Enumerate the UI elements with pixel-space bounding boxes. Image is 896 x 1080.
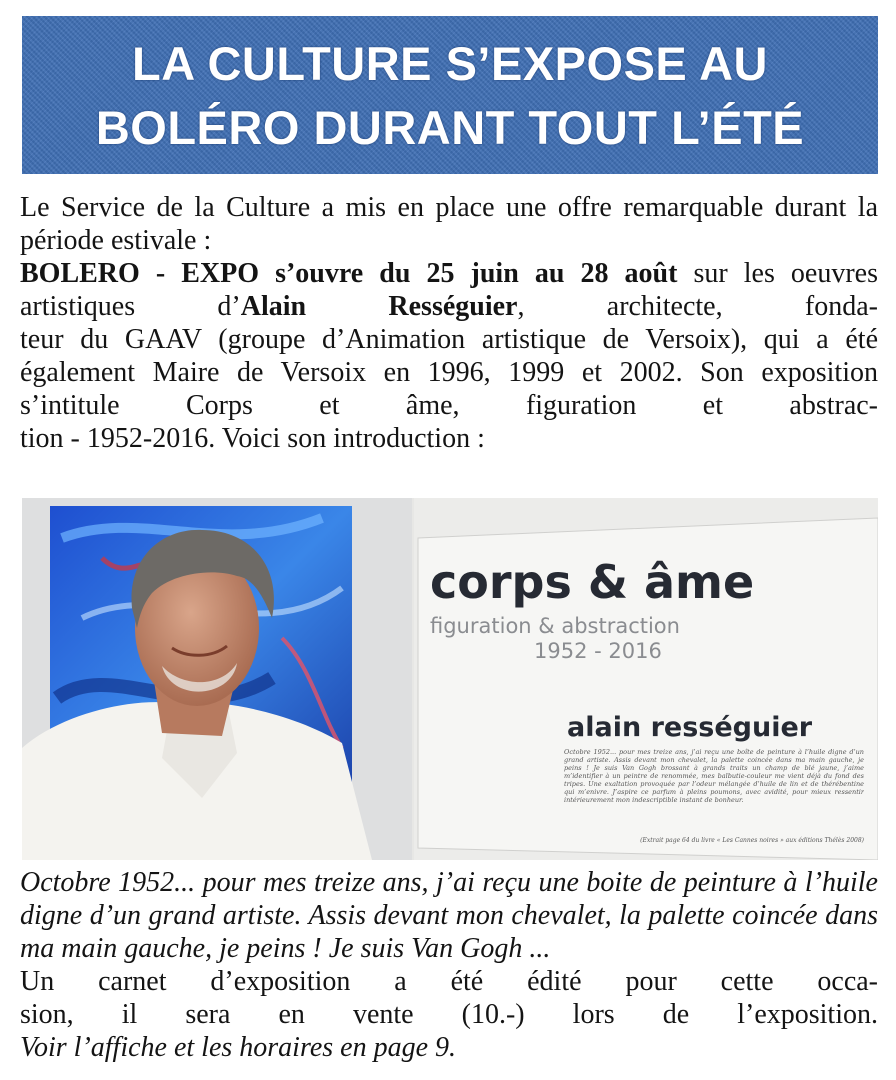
intro-text-run: sur les oeuvres artistiques d’ bbox=[20, 258, 878, 322]
carnet-line-2: sion, il sera en vente (10.-) lors de l’exposition. bbox=[20, 999, 878, 1030]
poster-small-text: Octobre 1952... pour mes treize ans, j’ai reçu une boîte de peinture à l’huile digne d’un grand artiste. Assis devant mon chevalet, la palette coincée dans ma main gauche, je peins ! Je suis Van Gogh brossant à grands traits un champ de blé jaune, j’aime m’identifier à un peintre de renommée, mes balbutie-couleur me vient déjà du fond des tripes. Une exaltation provoquée par l’odeur mélangée d’huile de lin et de thérébentine qui m’enivre. J’aspire ce parfum à pleins poumons, avec avidité, pour mieux ressentir intérieurement mon indescriptible instant de bonheur. bbox=[564, 748, 864, 804]
intro-paragraph-1: Le Service de la Culture a mis en place une offre remarquable durant la période estivale : bbox=[20, 192, 878, 256]
caption-quote: Octobre 1952... pour mes treize ans, j’ai reçu une boite de peinture à l’huile digne d’un grand artiste. Assis devant mon chevalet, la palette coincée dans ma main gauche, je peins ! Je suis Van Gogh ... bbox=[20, 867, 878, 964]
poster-title: corps & âme bbox=[430, 555, 755, 609]
intro-paragraph-2b: teur du GAAV (groupe d’Animation artistique de Versoix), qui a été également Maire de Versoix en 1996, 1999 et 2002. Son exposition s’intitule Corps et âme, figuration et abstrac- bbox=[20, 324, 878, 421]
headline-banner bbox=[22, 16, 878, 174]
exhibition-poster bbox=[414, 498, 878, 860]
caption-text bbox=[20, 866, 878, 1064]
photo-illustration bbox=[22, 498, 878, 860]
expo-dates: BOLERO - EXPO s’ouvre du 25 juin au 28 août bbox=[20, 258, 678, 289]
see-poster-line: Voir l’affiche et les horaires en page 9. bbox=[20, 1032, 456, 1063]
poster-subtitle: figuration & abstraction bbox=[430, 614, 680, 638]
intro-text-run: , architecte, fonda- bbox=[517, 291, 878, 322]
poster-source: (Extrait page 64 du livre « Les Cannes noires » aux éditions Thélès 2008) bbox=[640, 837, 864, 844]
carnet-line-1: Un carnet d’exposition a été édité pour cette occa- bbox=[20, 966, 878, 997]
poster-author: alain rességuier bbox=[567, 712, 813, 743]
intro-paragraph-2 bbox=[20, 257, 878, 323]
exhibition-photo bbox=[22, 498, 878, 860]
intro-paragraph-2c: tion - 1952-2016. Voici son introduction : bbox=[20, 423, 485, 454]
artist-name: Alain Rességuier bbox=[240, 291, 518, 322]
intro-text bbox=[20, 191, 878, 455]
headline-line-2: BOLÉRO DURANT TOUT L’ÉTÉ bbox=[95, 101, 805, 154]
poster-years: 1952 - 2016 bbox=[534, 639, 662, 663]
headline-line-1: LA CULTURE S’EXPOSE AU bbox=[132, 37, 768, 90]
